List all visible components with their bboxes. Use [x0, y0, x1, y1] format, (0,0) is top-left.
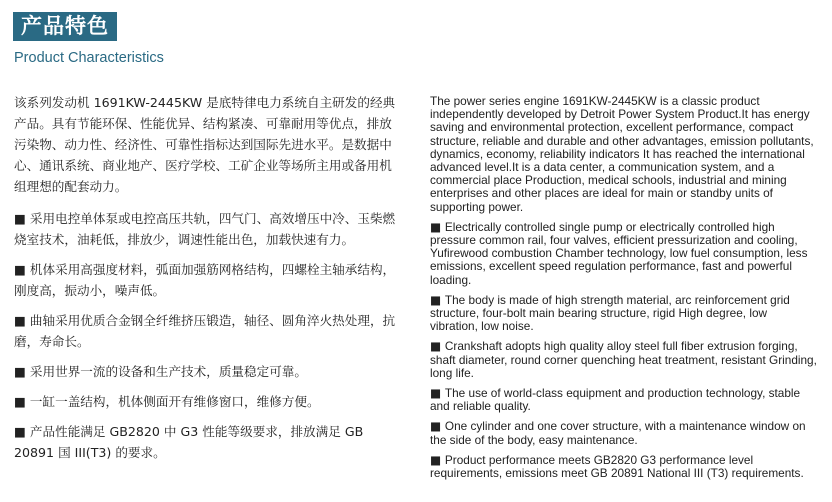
english-feature-5-text: One cylinder and one cover structure, with a maintenance window on the side of the body, easy maintenance. — [430, 419, 806, 447]
english-feature-1-text: Electrically controlled single pump or electrically controlled high pressure common rail, four valves, efficient pressurization and cooling, Yufirewood combustion Chamber technology, low fuel consumption, less emissions, excellent speed regulation performance, fast and powerful loading. — [430, 219, 808, 287]
square-bullet-icon: ■ — [14, 424, 30, 439]
english-feature-4-text: The use of world-class equipment and production technology, stable and reliable quality. — [430, 386, 801, 414]
section-subtitle: Product Characteristics — [14, 50, 164, 66]
chinese-feature-3 — [14, 310, 404, 352]
square-bullet-icon: ■ — [430, 419, 445, 434]
chinese-feature-6-text: 产品性能满足 GB2820 中 G3 性能等级要求，排放满足 GB 20891 国 III(T3) 的要求。 — [14, 424, 364, 460]
english-feature-4 — [430, 387, 818, 413]
english-intro: The power series engine 1691KW-2445KW is a classic product independently developed by Detroit Power System Product.It has energy saving and environmental protection, excellent performance, compact structure, reliable and durable and other advantages, emission pollutants, dynamics, economy, reliability indicators It has reached the international advanced level.It is a data center, a communication system, and a commercial place Production, medical schools, industrial and mining enterprises and other places are ideal for main or standby units of supporting power. — [430, 94, 814, 214]
english-feature-6-text: Product performance meets GB2820 G3 performance level requirements, emissions meet GB 20891 National III (T3) requirements. — [430, 452, 804, 481]
square-bullet-icon: ■ — [14, 262, 30, 277]
english-column — [430, 95, 818, 487]
square-bullet-icon: ■ — [14, 394, 30, 409]
chinese-feature-5-text: 一缸一盖结构，机体侧面开有维修窗口，维修方便。 — [29, 394, 320, 409]
english-feature-1 — [430, 221, 818, 287]
square-bullet-icon: ■ — [14, 211, 30, 226]
chinese-intro: 该系列发动机 1691KW-2445KW 是底特律电力系统自主研发的经典产品。具有节能环保、性能优异、结构紧凑、可靠耐用等优点，排放污染物、动力性、经济性、可靠性指标达到国际先进水平。是数据中心、通讯系统、商业地产、医疗学校、工矿企业等场所主用或备用机组理想的配套动力。 — [14, 95, 396, 194]
english-feature-5 — [430, 420, 818, 446]
chinese-feature-1 — [14, 208, 404, 250]
chinese-feature-4-text: 采用世界一流的设备和生产技术，质量稳定可靠。 — [29, 364, 307, 379]
english-feature-2-text: The body is made of high strength material, arc reinforcement grid structure, four-bolt main bearing structure, rigid High degree, low vibration, low noise. — [430, 292, 790, 334]
chinese-feature-4 — [14, 361, 404, 382]
chinese-feature-2 — [14, 259, 404, 301]
english-feature-2 — [430, 294, 818, 334]
chinese-feature-5 — [14, 391, 404, 412]
chinese-feature-6 — [14, 421, 404, 463]
english-feature-3 — [430, 340, 818, 380]
chinese-column — [14, 92, 404, 472]
chinese-feature-3-text: 曲轴采用优质合金钢全纤维挤压锻造，轴径、圆角淬火热处理，抗磨，寿命长。 — [14, 313, 396, 349]
chinese-feature-2-text: 机体采用高强度材料，弧面加强筋网格结构，四螺栓主轴承结构，刚度高，振动小，噪声低。 — [14, 262, 396, 298]
square-bullet-icon: ■ — [430, 452, 445, 467]
section-title: 产品特色 — [13, 12, 117, 41]
square-bullet-icon: ■ — [14, 313, 30, 328]
square-bullet-icon: ■ — [430, 386, 445, 401]
english-feature-6 — [430, 454, 818, 480]
square-bullet-icon: ■ — [430, 292, 445, 307]
square-bullet-icon: ■ — [430, 219, 445, 234]
english-feature-3-text: Crankshaft adopts high quality alloy steel full fiber extrusion forging, shaft diameter, round corner quenching heat treatment, resistant Grinding, long life. — [430, 339, 817, 380]
chinese-feature-1-text: 采用电控单体泵或电控高压共轨，四气门、高效增压中冷、玉柴燃烧室技术，油耗低，排放少，调速性能出色，加载快速有力。 — [14, 211, 396, 247]
square-bullet-icon: ■ — [14, 364, 30, 379]
square-bullet-icon: ■ — [430, 339, 445, 354]
